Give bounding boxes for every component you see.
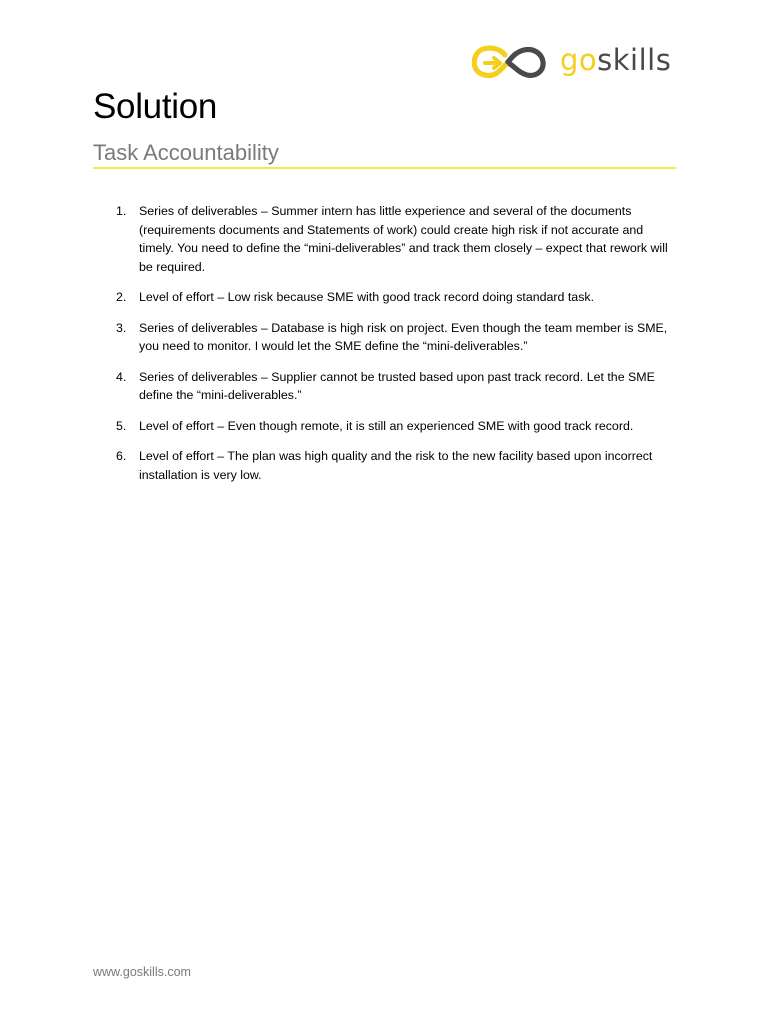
logo-go-text: go [560, 43, 598, 77]
logo-wordmark [560, 43, 671, 77]
list-item-text: Series of deliverables – Supplier cannot be trusted based upon past track record. Let the SME define the “mini-deliverables.” [139, 369, 655, 403]
list-item [107, 202, 677, 276]
list-item [107, 319, 677, 356]
list-item-number: 5. [116, 418, 127, 433]
heading-divider [93, 167, 676, 169]
list-item-number: 1. [116, 204, 127, 218]
list-item [107, 417, 677, 436]
page-subtitle: Task Accountability [93, 140, 279, 165]
logo-skills-text: skills [597, 43, 672, 77]
list-item-number: 6. [116, 448, 127, 463]
page-title: Solution [93, 87, 218, 126]
list-item-number: 4. [116, 369, 127, 384]
goskills-logo [472, 44, 676, 80]
list-item-text: Series of deliverables – Database is high risk on project. Even though the team member is SME, you need to monitor. I would let the SME define the “mini-deliverables.” [139, 320, 668, 354]
goskills-infinity-logo-icon [472, 45, 546, 79]
list-item-text: Series of deliverables – Summer intern has little experience and several of the documents (requirements documents and Statements of work) could create high risk if not accurate and timely. You need to define the “mini-deliverables” and track them closely – expect that rework will be required. [139, 204, 668, 274]
list-item-text: Level of effort – Even though remote, it is still an experienced SME with good track record. [139, 418, 634, 433]
list-item-text: Level of effort – Low risk because SME with good track record doing standard task. [139, 290, 595, 305]
list-item [107, 288, 677, 307]
list-item [107, 447, 677, 484]
list-item [107, 368, 677, 405]
list-item-number: 3. [116, 320, 127, 335]
solution-list [107, 202, 677, 496]
footer-url: www.goskills.com [93, 965, 191, 979]
list-item-number: 2. [116, 290, 127, 305]
list-item-text: Level of effort – The plan was high quality and the risk to the new facility based upon incorrect installation is very low. [139, 448, 653, 482]
